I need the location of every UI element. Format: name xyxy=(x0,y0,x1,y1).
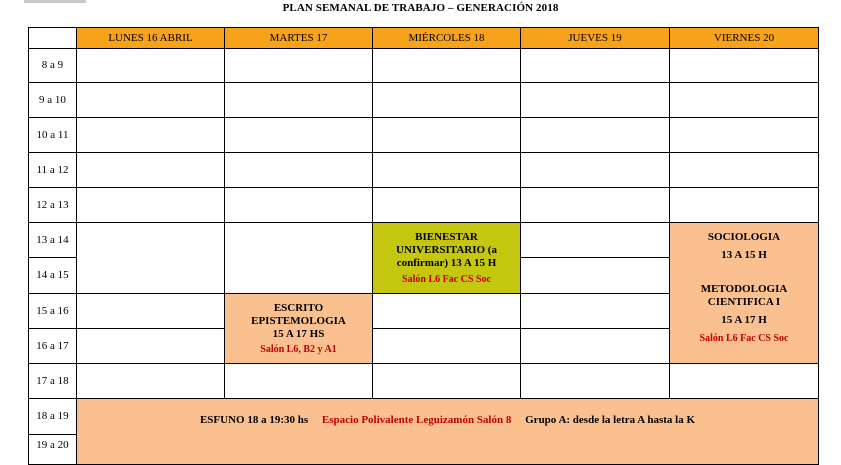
event-escrito-line2: EPISTEMOLOGIA xyxy=(251,314,346,327)
slot-cell xyxy=(225,118,373,153)
slot-cell xyxy=(373,294,521,329)
slot-cell xyxy=(670,364,819,399)
event-esfuno-group: Grupo A: desde la letra A hasta la K xyxy=(525,414,696,426)
event-bienestar-line1: BIENESTAR xyxy=(415,230,478,243)
slot-cell xyxy=(77,188,225,223)
slot-cell xyxy=(373,83,521,118)
slot-cell xyxy=(373,49,521,83)
day-header-thursday: JUEVES 19 xyxy=(521,28,670,49)
slot-cell xyxy=(521,153,670,188)
time-label: 9 a 10 xyxy=(29,83,77,118)
time-label: 16 a 17 xyxy=(29,329,77,364)
slot-cell xyxy=(225,153,373,188)
slot-cell xyxy=(373,153,521,188)
day-header-wednesday: MIÉRCOLES 18 xyxy=(373,28,521,49)
event-escrito-room: Salón L6, B2 y A1 xyxy=(260,343,337,355)
event-escrito-time: 15 A 17 HS xyxy=(272,327,325,340)
slot-cell xyxy=(521,294,670,329)
slot-cell xyxy=(521,258,670,294)
time-label: 10 a 11 xyxy=(29,118,77,153)
slot-cell xyxy=(77,329,225,364)
time-label: 8 a 9 xyxy=(29,49,77,83)
corner-cell xyxy=(29,28,77,49)
slot-cell xyxy=(670,188,819,223)
event-metodologia-name-line1: METODOLOGIA xyxy=(700,283,788,295)
event-esfuno-name: ESFUNO 18 a 19:30 hs xyxy=(199,414,309,426)
slot-cell xyxy=(77,294,225,329)
slot-cell xyxy=(225,364,373,399)
slot-cell xyxy=(77,364,225,399)
event-bienestar-time: confirmar) 13 A 15 H xyxy=(396,256,497,269)
slot-cell xyxy=(670,83,819,118)
slot-cell xyxy=(77,83,225,118)
slot-cell xyxy=(373,188,521,223)
time-label: 13 a 14 xyxy=(29,223,77,258)
event-metodologia-name-line2: CIENTIFICA I xyxy=(707,296,781,308)
event-esfuno xyxy=(77,399,819,465)
slot-cell xyxy=(521,223,670,258)
event-metodologia-room: Salón L6 Fac CS Soc xyxy=(699,333,789,344)
slot-cell xyxy=(373,329,521,364)
event-esfuno-place: Espacio Polivalente Leguizamón Salón 8 xyxy=(321,414,512,426)
time-label: 11 a 12 xyxy=(29,153,77,188)
slot-cell xyxy=(521,83,670,118)
event-sociologia-name: SOCIOLOGIA xyxy=(707,231,781,243)
day-header-tuesday: MARTES 17 xyxy=(225,28,373,49)
time-label: 18 a 19 xyxy=(29,399,77,435)
event-sociologia-time: 13 A 15 H xyxy=(721,249,767,261)
weekly-schedule-table xyxy=(28,27,819,465)
event-escrito-epistemologia xyxy=(225,294,373,364)
slot-cell xyxy=(521,329,670,364)
slot-cell xyxy=(670,153,819,188)
event-metodologia-time: 15 A 17 H xyxy=(721,314,767,326)
slot-cell xyxy=(521,49,670,83)
time-label: 17 a 18 xyxy=(29,364,77,399)
day-header-monday: LUNES 16 ABRIL xyxy=(77,28,225,49)
slot-cell xyxy=(77,223,225,294)
slot-cell xyxy=(77,118,225,153)
page-title: PLAN SEMANAL DE TRABAJO – GENERACIÓN 2018 xyxy=(282,2,559,14)
slot-cell xyxy=(77,153,225,188)
slot-cell xyxy=(225,223,373,294)
event-bienestar-universitario xyxy=(373,223,521,294)
day-header-friday: VIERNES 20 xyxy=(670,28,819,49)
time-label: 14 a 15 xyxy=(29,258,77,294)
slot-cell xyxy=(670,118,819,153)
slot-cell xyxy=(670,49,819,83)
event-bienestar-room: Salón L6 Fac CS Soc xyxy=(402,273,491,285)
time-label: 15 a 16 xyxy=(29,294,77,329)
slot-cell xyxy=(521,188,670,223)
slot-cell xyxy=(521,364,670,399)
slot-cell xyxy=(521,118,670,153)
slot-cell xyxy=(373,118,521,153)
slot-cell xyxy=(77,49,225,83)
event-escrito-line1: ESCRITO xyxy=(273,301,324,314)
slot-cell xyxy=(225,188,373,223)
slot-cell xyxy=(373,364,521,399)
time-label: 19 a 20 xyxy=(29,435,77,465)
event-sociologia-metodologia xyxy=(670,223,819,364)
event-bienestar-line2: UNIVERSITARIO (a xyxy=(396,243,497,256)
time-label: 12 a 13 xyxy=(29,188,77,223)
slot-cell xyxy=(225,49,373,83)
slot-cell xyxy=(225,83,373,118)
